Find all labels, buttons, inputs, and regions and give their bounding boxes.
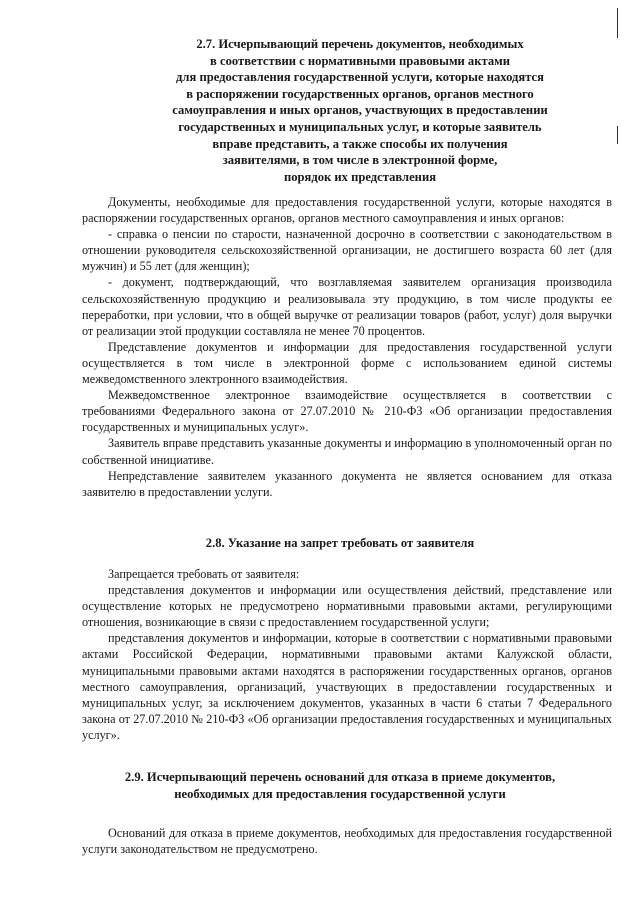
paragraph: представления документов и информации, которые в соответствии с нормативными правовыми актами Российской Федерации, нормативными правовыми актами Калужской области, муниципальными правовыми актами находятся в распоряжении государственных органов, органов местного самоуправления, организаций, участвующих в предоставлении государственных и муниципальных услуг, за исключением документов, указанных в части 6 статьи 7 Федерального закона от 27.07.2010 № 210-ФЗ «Об организации предоставления государственных и муниципальных услуг». — [82, 631, 612, 742]
heading-line: заявителями, в том числе в электронной форме, — [222, 153, 498, 168]
heading-line: порядок их представления — [283, 169, 437, 184]
paragraph: Оснований для отказа в приеме документов, необходимых для предоставления государственной услуги законодательством не предусмотрено. — [82, 826, 612, 857]
paragraph: Непредставление заявителем указанного документа не является основанием для отказа заявителю в предоставлении услуги. — [82, 468, 612, 499]
section-2-7-heading — [150, 36, 570, 185]
paragraph: Запрещается требовать от заявителя: — [108, 567, 300, 581]
section-2-9-heading — [60, 769, 620, 802]
paragraph: представления документов и информации или осуществления действий, представление или осуществление которых не предусмотрено нормативными правовыми актами, регулирующими отношения, возникающие в связи с предоставлением государственной услуги; — [82, 583, 612, 630]
scan-margin-line — [617, 126, 618, 144]
heading-line: вправе представить, а также способы их получения — [212, 136, 508, 151]
heading-line: самоуправления и иных органов, участвующих в предоставлении — [172, 103, 548, 118]
section-2-8-body — [82, 566, 612, 743]
paragraph: Межведомственное электронное взаимодействие осуществляется в соответствии с требованиями Федерального закона от 27.07.2010 № 210-ФЗ «Об организации предоставления государственных и муниципальных услуг». — [82, 388, 612, 435]
section-2-8-heading — [60, 535, 620, 552]
heading-line: необходимых для предоставления государственной услуги — [174, 786, 506, 801]
paragraph: Документы, необходимые для предоставления государственной услуги, которые находятся в распоряжении государственных органов, органов местного самоуправления и иных органов: — [82, 195, 612, 226]
paragraph: Представление документов и информации для предоставления государственной услуги осуществляется в том числе в электронной форме с использованием единой системы межведомственного электронного взаимодействия. — [82, 339, 612, 387]
heading-line: государственных и муниципальных услуг, и которые заявитель — [178, 119, 542, 134]
scan-margin-line — [617, 8, 618, 38]
paragraph: Заявитель вправе представить указанные документы и информацию в уполномоченный орган по собственной инициативе. — [82, 436, 612, 467]
heading-line: в соответствии с нормативными правовыми актами — [210, 53, 510, 68]
heading-line: для предоставления государственной услуги, которые находятся — [176, 70, 544, 85]
heading-line: 2.7. Исчерпывающий перечень документов, необходимых — [196, 37, 524, 51]
list-item: - документ, подтверждающий, что возглавляемая заявителем организация производила сельскохозяйственную продукцию и реализовывала эту продукцию, в том числе продукты ее переработки, при условии, что в общей выручке от реализации товаров (работ, услуг) доля выручки от реализации этой продукции составляла не менее 70 процентов. — [82, 275, 612, 338]
section-2-9-body — [82, 825, 612, 857]
heading-line: 2.9. Исчерпывающий перечень оснований для отказа в приеме документов, — [124, 770, 556, 784]
list-item: - справка о пенсии по старости, назначенной досрочно в соответствии с законодательством в отношении руководителя сельскохозяйственной организации, не достигшего возраста 60 лет (для мужчин) и 55 лет (для женщин); — [82, 227, 612, 274]
heading-line: в распоряжении государственных органов, органов местного — [186, 86, 534, 101]
section-2-7-body — [82, 194, 612, 500]
heading-line: 2.8. Указание на запрет требовать от заявителя — [205, 536, 475, 550]
